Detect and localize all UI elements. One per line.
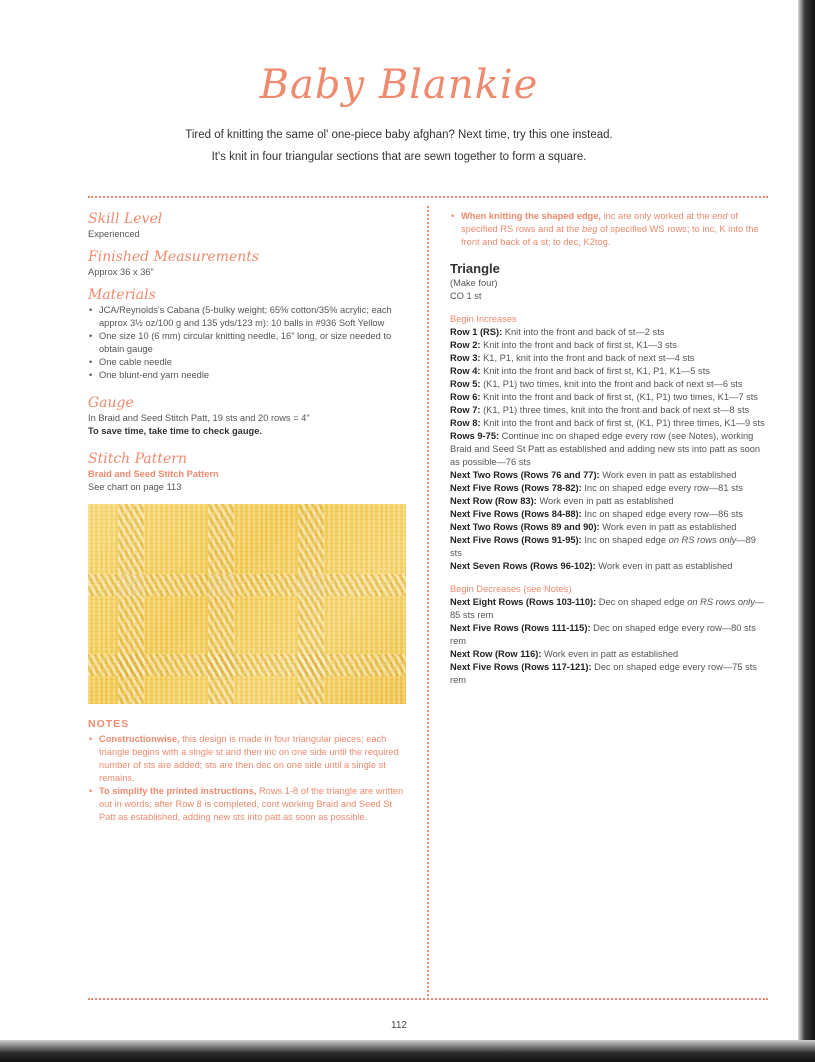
note-lead: When knitting the shaped edge, — [461, 211, 601, 221]
decrease-rows — [450, 596, 768, 687]
list-item — [99, 785, 406, 824]
triangle-heading: Triangle — [450, 261, 500, 276]
row-text: Work even in patt as established — [536, 496, 674, 506]
skill-value: Experienced — [88, 229, 140, 239]
increase-rows — [450, 326, 768, 573]
list-item — [450, 378, 768, 391]
row-emphasis: on RS rows only — [687, 597, 755, 607]
intro-line-1: Tired of knitting the same ol' one-piece baby afghan? Next time, try this one instead. — [185, 129, 613, 141]
note-emphasis: beg — [581, 224, 598, 234]
row-label: Next Seven Rows (Rows 96-102): — [450, 561, 596, 571]
row-tail: —89 sts — [450, 535, 756, 558]
row-label: Row 8: — [450, 418, 481, 428]
left-column — [88, 210, 406, 824]
list-item — [461, 210, 768, 249]
pattern-name: Braid and Seed Stitch Pattern — [88, 469, 219, 479]
page-title: Baby Blankie — [259, 62, 539, 108]
book-bottom-shadow — [0, 1040, 815, 1062]
list-item — [450, 521, 768, 534]
intro-line-2: It's knit in four triangular sections that are sewn together to form a square. — [211, 151, 587, 163]
row-text: (K1, P1) three times, knit into the front and back of next st—8 sts — [480, 405, 750, 415]
row-label: Row 3: — [450, 353, 481, 363]
list-item — [450, 430, 768, 469]
intro-text — [100, 124, 698, 168]
materials-heading: Materials — [88, 287, 156, 303]
list-item — [450, 365, 768, 378]
notes-list — [88, 733, 406, 824]
row-label: Next Two Rows (Rows 89 and 90): — [450, 522, 600, 532]
row-text: Inc on shaped edge — [581, 535, 669, 545]
row-label: Row 7: — [450, 405, 481, 415]
row-text: Dec on shaped edge every row—75 sts rem — [450, 662, 757, 685]
note-text: of specified RS rows and at the — [461, 211, 738, 234]
row-text: Work even in patt as established — [595, 561, 733, 571]
row-text: K1, P1, knit into the front and back of next st—4 sts — [480, 353, 695, 363]
right-column — [450, 210, 768, 687]
row-label: Next Row (Row 83): — [450, 496, 537, 506]
column-divider — [427, 206, 429, 996]
note-lead: To simplify the printed instructions, — [99, 786, 257, 796]
row-text: Work even in patt as established — [599, 522, 737, 532]
note-text: inc are only worked at the — [600, 211, 713, 221]
measure-heading: Finished Measurements — [88, 249, 260, 265]
list-item — [450, 495, 768, 508]
row-label: Row 6: — [450, 392, 481, 402]
list-item — [450, 352, 768, 365]
triangle-sub: (Make four) — [450, 278, 498, 288]
notes-heading: NOTES — [88, 718, 130, 730]
list-item — [450, 648, 768, 661]
list-item — [450, 417, 768, 430]
pattern-heading: Stitch Pattern — [88, 451, 188, 467]
row-label: Next Five Rows (Rows 111-115): — [450, 623, 591, 633]
list-item — [450, 596, 768, 622]
list-item: • One size 10 (6 mm) circular knitting needle, 16" long, or size needed to obtain gauge — [99, 330, 406, 356]
row-text: Knit into the front and back of first st, K1, P1, K1—5 sts — [480, 366, 710, 376]
note-text: of specified WS rows; to inc, K into the front and back of a st; to dec, K2tog. — [461, 224, 759, 247]
yarn-swatch-photo — [88, 504, 406, 704]
list-item — [450, 339, 768, 352]
row-text: Dec on shaped edge — [596, 597, 688, 607]
row-label: Next Eight Rows (Rows 103-110): — [450, 597, 597, 607]
pattern-ref: See chart on page 113 — [88, 482, 182, 492]
decreases-heading: Begin Decreases (see Notes) — [450, 584, 572, 594]
row-label: Row 5: — [450, 379, 481, 389]
row-label: Row 4: — [450, 366, 481, 376]
row-text: Work even in patt as established — [541, 649, 679, 659]
row-text: Knit into the front and back of st—2 sts — [502, 327, 665, 337]
row-emphasis: on RS rows only — [668, 535, 737, 545]
materials-list — [88, 304, 406, 382]
increases-heading: Begin Increases — [450, 314, 517, 324]
book-edge-shadow — [798, 0, 815, 1062]
row-label: Next Row (Row 116): — [450, 649, 542, 659]
list-item — [450, 326, 768, 339]
triangle-co: CO 1 st — [450, 291, 482, 301]
list-item — [450, 661, 768, 687]
list-item — [450, 391, 768, 404]
page-number: 112 — [391, 1020, 407, 1031]
shaped-edge-note — [450, 210, 768, 249]
row-text: Knit into the front and back of first st, K1—3 sts — [480, 340, 677, 350]
list-item — [450, 622, 768, 648]
row-label: Next Five Rows (Rows 91-95): — [450, 535, 582, 545]
gauge-heading: Gauge — [88, 395, 134, 411]
note-lead: Constructionwise, — [99, 734, 180, 744]
row-text: Continue inc on shaped edge every row (see Notes), working Braid and Seed St Patt as established and adding new sts into patt as soon as possible—76 sts — [450, 431, 761, 467]
note-emphasis: end — [712, 211, 728, 221]
gauge-value: In Braid and Seed Stitch Patt, 19 sts and 20 rows = 4" — [88, 413, 310, 423]
row-text: (K1, P1) two times, knit into the front and back of next st—6 sts — [480, 379, 743, 389]
row-text: Inc on shaped edge every row—81 sts — [581, 483, 743, 493]
row-label: Row 2: — [450, 340, 481, 350]
row-label: Next Five Rows (Rows 117-121): — [450, 662, 592, 672]
list-item: • One blunt-end yarn needle — [99, 369, 406, 382]
list-item — [450, 560, 768, 573]
list-item: • JCA/Reynolds's Cabana (5-bulky weight; 65% cotton/35% acrylic; each approx 3½ oz/100 g and 135 yds/123 m): 10 balls in #936 Soft Yellow — [99, 304, 406, 330]
list-item — [450, 534, 768, 560]
list-item: • One cable needle — [99, 356, 406, 369]
row-tail: —85 sts rem — [450, 597, 765, 620]
note-text: Rows 1-8 of the triangle are written out in words; after Row 8 is completed, cont working Braid and Seed St Patt as established, adding new sts into patt as soon as possible. — [99, 786, 404, 822]
row-text: Dec on shaped edge every row—80 sts rem — [450, 623, 756, 646]
bottom-divider — [88, 998, 768, 1000]
skill-heading: Skill Level — [88, 211, 163, 227]
row-text: Knit into the front and back of first st, (K1, P1) three times, K1—9 sts — [480, 418, 765, 428]
list-item — [450, 469, 768, 482]
row-label: Next Two Rows (Rows 76 and 77): — [450, 470, 600, 480]
row-label: Next Five Rows (Rows 78-82): — [450, 483, 582, 493]
row-label: Rows 9-75: — [450, 431, 500, 441]
gauge-tip: To save time, take time to check gauge. — [88, 426, 262, 436]
list-item — [450, 508, 768, 521]
measure-value: Approx 36 x 36" — [88, 267, 154, 277]
list-item — [99, 733, 406, 785]
note-text: this design is made in four triangular pieces; each triangle begins with a single st and then inc on one side until the required number of sts are added; sts are then dec on one side until a single st remains. — [99, 734, 399, 783]
row-label: Next Five Rows (Rows 84-88): — [450, 509, 582, 519]
row-label: Row 1 (RS): — [450, 327, 503, 337]
list-item — [450, 482, 768, 495]
row-text: Inc on shaped edge every row—86 sts — [581, 509, 743, 519]
list-item — [450, 404, 768, 417]
row-text: Work even in patt as established — [599, 470, 737, 480]
top-divider — [88, 196, 768, 198]
row-text: Knit into the front and back of first st, (K1, P1) two times, K1—7 sts — [480, 392, 758, 402]
